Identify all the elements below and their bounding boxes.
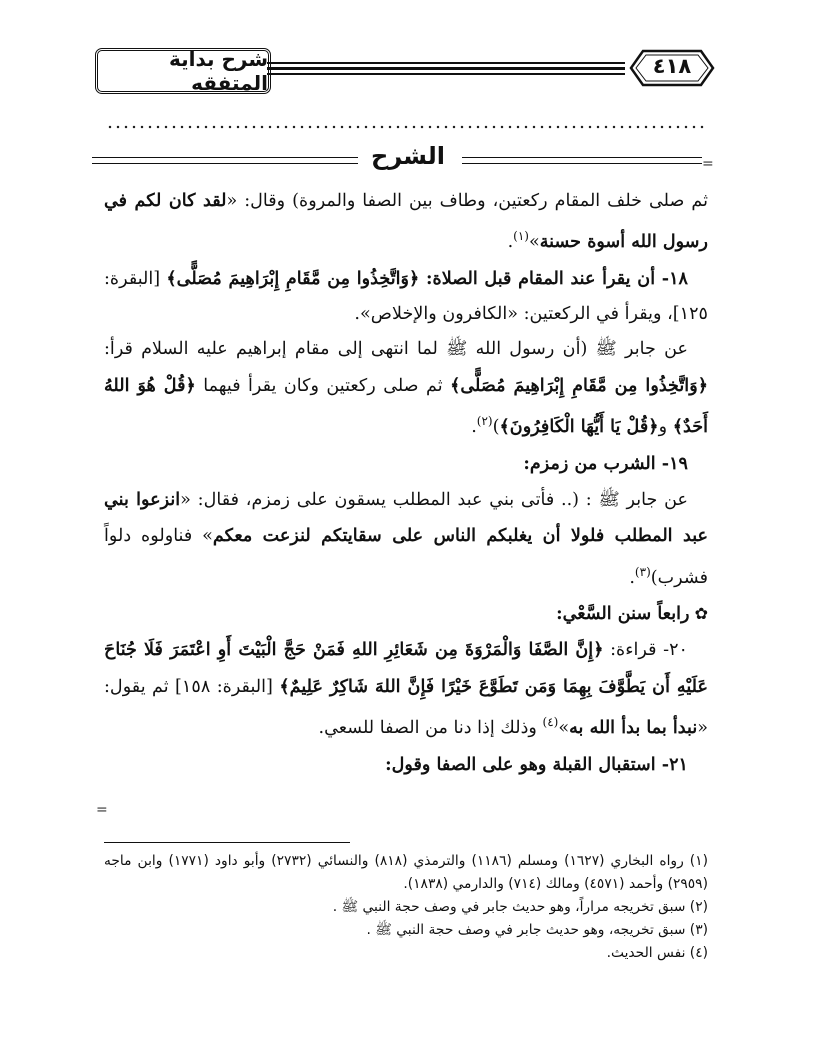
- text-run: .: [629, 567, 635, 588]
- bold-text: ١٨- أن يقرأ عند المقام قبل الصلاة:: [419, 267, 688, 289]
- text-run: .: [507, 232, 514, 253]
- margin-mark: =: [702, 156, 714, 172]
- bold-text: نبدأ بما بدأ الله به: [569, 717, 698, 739]
- text-run: »: [558, 718, 570, 739]
- bold-text: انزعوا بني عبد المطلب فلولا أن يغلبكم الناس على سقايتكم لنزعت معكم: [104, 488, 709, 547]
- text-run: ✿: [689, 604, 708, 624]
- bold-text: ﴿وَاتَّخِذُوا مِن مَّقَامِ إِبْرَاهِيمَ مُصَلًّى﴾: [166, 267, 420, 289]
- footnote: (٣) سبق تخريجه، وهو حديث جابر في وصف حجة النبي ﷺ .: [366, 922, 708, 938]
- footnote-ref: (٢): [476, 414, 493, 429]
- bold-text: ٢١- استقبال القبلة وهو على الصفا وقول:: [385, 753, 688, 775]
- paragraph: [104, 482, 708, 596]
- paragraph: [104, 632, 708, 746]
- paragraph: [104, 261, 708, 333]
- running-header: [95, 48, 745, 94]
- paragraph: [104, 446, 708, 482]
- footnote-separator: [104, 842, 350, 843]
- footnote: (٤) نفس الحديث.: [606, 945, 708, 961]
- bold-text: ﴿وَاتَّخِذُوا مِن مَّقَامِ إِبْرَاهِيمَ مُصَلًّى﴾: [450, 374, 708, 396]
- paragraph: [104, 596, 708, 632]
- book-title-box: [95, 48, 271, 94]
- margin-mark: =: [96, 802, 108, 818]
- bold-text: ﴿قُلْ يَا أَيُّهَا الْكَافِرُونَ﴾: [499, 416, 659, 438]
- text-run: ثم صلى ركعتين وكان يقرأ فيهما: [195, 375, 451, 396]
- book-title: شرح بداية المتفقه: [168, 47, 268, 95]
- bold-text: ﴿إِنَّ الصَّفَا وَالْمَرْوَةَ مِن شَعَائِرِ اللهِ فَمَنْ حَجَّ الْبَيْتَ أَوِ اعْتَمَرَ فَلَا جُنَاحَ عَلَيْهِ أَن يَطَّوَّفَ بِهِمَا وَمَن تَطَوَّعَ خَيْرًا فَإِنَّ اللهَ شَاكِرٌ عَلِيمٌ﴾: [104, 639, 708, 697]
- bold-text: ﴿قُلْ هُوَ اللهُ أَحَدٌ﴾: [104, 374, 708, 438]
- text-run: عن جابر ﷺ : (.. فأتى بني عبد المطلب يسقون على زمزم، فقال: «: [180, 489, 688, 510]
- text-run: و: [658, 417, 673, 438]
- dotted-separator: [106, 124, 706, 130]
- footnotes: [104, 850, 708, 965]
- page-number-badge: [629, 48, 715, 88]
- footnote: (٢) سبق تخريجه مراراً، وهو حديث جابر في وصف حجة النبي ﷺ .: [332, 899, 708, 915]
- paragraph: [104, 747, 708, 783]
- text-run: وذلك إذا دنا من الصفا للسعي.: [318, 718, 543, 739]
- section-heading: [92, 144, 702, 174]
- paragraph: [104, 183, 708, 261]
- main-text: [104, 183, 708, 783]
- footnote-ref: (٣): [634, 564, 651, 579]
- text-run: »: [528, 232, 540, 253]
- text-run: ثم صلى خلف المقام ركعتين، وطاف بين الصفا والمروة) وقال: «: [226, 191, 709, 211]
- text-run: » فناولوه دلواً فشرب): [104, 526, 708, 588]
- header-rules: [267, 62, 625, 78]
- footnote-ref: (٤): [542, 715, 559, 730]
- footnote: (١) رواه البخاري (١٦٢٧) ومسلم (١١٨٦) والترمذي (٨١٨) والنسائي (٢٧٣٢) وأبو داود (١٧٧١) وابن ماجه (٢٩٥٩) وأحمد (٤٥٧١) ومالك (٧١٤) والدارمي (١٨٣٨).: [104, 853, 708, 892]
- bold-text: رابعاً سنن السَّعْي:: [556, 603, 690, 625]
- text-run: ): [492, 417, 500, 438]
- footnote-ref: (١): [513, 229, 529, 244]
- heading-rule-left: [92, 157, 358, 164]
- page-number: ٤١٨: [652, 54, 692, 78]
- heading-rule-right: [462, 157, 702, 164]
- section-title: الشرح: [371, 142, 445, 170]
- bold-text: ١٩- الشرب من زمزم:: [523, 452, 688, 474]
- text-run: ٢٠- قراءة:: [603, 640, 689, 661]
- text-run: [البقرة: ١٢٥]، ويقرأ في الركعتين: «الكافرون والإخلاص».: [104, 268, 708, 325]
- text-run: عن جابر ﷺ (أن رسول الله ﷺ لما انتهى إلى مقام إبراهيم عليه السلام قرأ:: [104, 339, 688, 360]
- paragraph: [104, 332, 708, 445]
- bold-text: لقد كان لكم في رسول الله أسوة حسنة: [104, 190, 708, 253]
- text-run: .: [471, 417, 477, 438]
- text-run: [البقرة: ١٥٨] ثم يقول: «: [104, 676, 708, 739]
